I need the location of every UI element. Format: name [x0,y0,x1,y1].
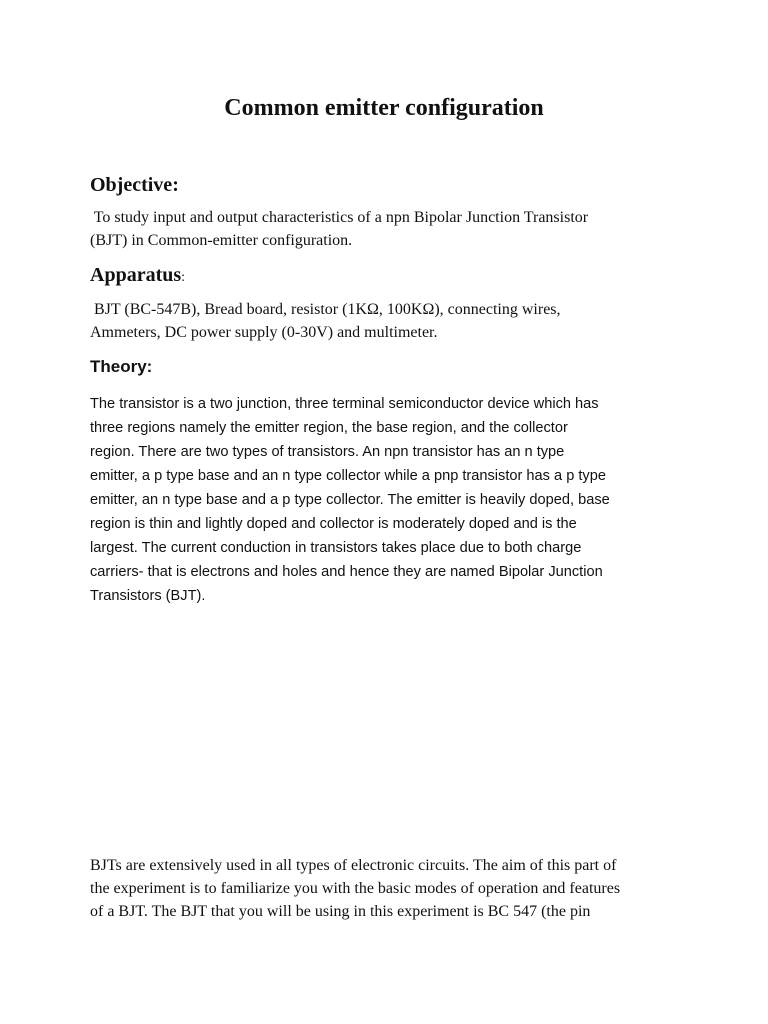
objective-heading-text: Objective: [90,174,179,196]
theory-line: emitter, an n type base and a p type collector. The emitter is heavily doped, base [90,492,610,508]
theory-paragraph [90,392,690,608]
theory-line: Transistors (BJT). [90,588,206,604]
bjt-line: of a BJT. The BJT that you will be using in this experiment is BC 547 (the pin [90,903,591,920]
theory-line: region. There are two types of transistors. An npn transistor has an n type [90,444,565,460]
bjt-line: BJTs are extensively used in all types of electronic circuits. The aim of this part of [90,857,617,874]
page-title: Common emitter configuration [224,95,544,121]
apparatus-paragraph [90,298,650,344]
bjt-paragraph [90,854,690,923]
objective-line: To study input and output characteristics of a npn Bipolar Junction Transistor [90,209,589,226]
bjt-line: the experiment is to familiarize you with the basic modes of operation and features [90,880,621,897]
apparatus-line: Ammeters, DC power supply (0-30V) and multimeter. [90,324,438,341]
theory-line: The transistor is a two junction, three terminal semiconductor device which has [90,396,599,412]
theory-heading: Theory: [90,357,153,376]
theory-line: emitter, a p type base and an n type collector while a pnp transistor has a p type [90,468,606,484]
objective-paragraph [90,206,650,252]
theory-line: three regions namely the emitter region, the base region, and the collector [90,420,568,436]
objective-heading [90,172,179,198]
objective-line: (BJT) in Common-emitter configuration. [90,232,353,249]
apparatus-line: BJT (BC-547B), Bread board, resistor (1KΩ, 100KΩ), connecting wires, [90,301,561,318]
apparatus-heading [90,262,185,291]
theory-line: carriers- that is electrons and holes and hence they are named Bipolar Junction [90,564,603,580]
apparatus-heading-colon: : [181,270,186,285]
apparatus-heading-text: Apparatus [90,264,182,286]
theory-line: largest. The current conduction in transistors takes place due to both charge [90,540,582,556]
theory-line: region is thin and lightly doped and collector is moderately doped and is the [90,516,577,532]
